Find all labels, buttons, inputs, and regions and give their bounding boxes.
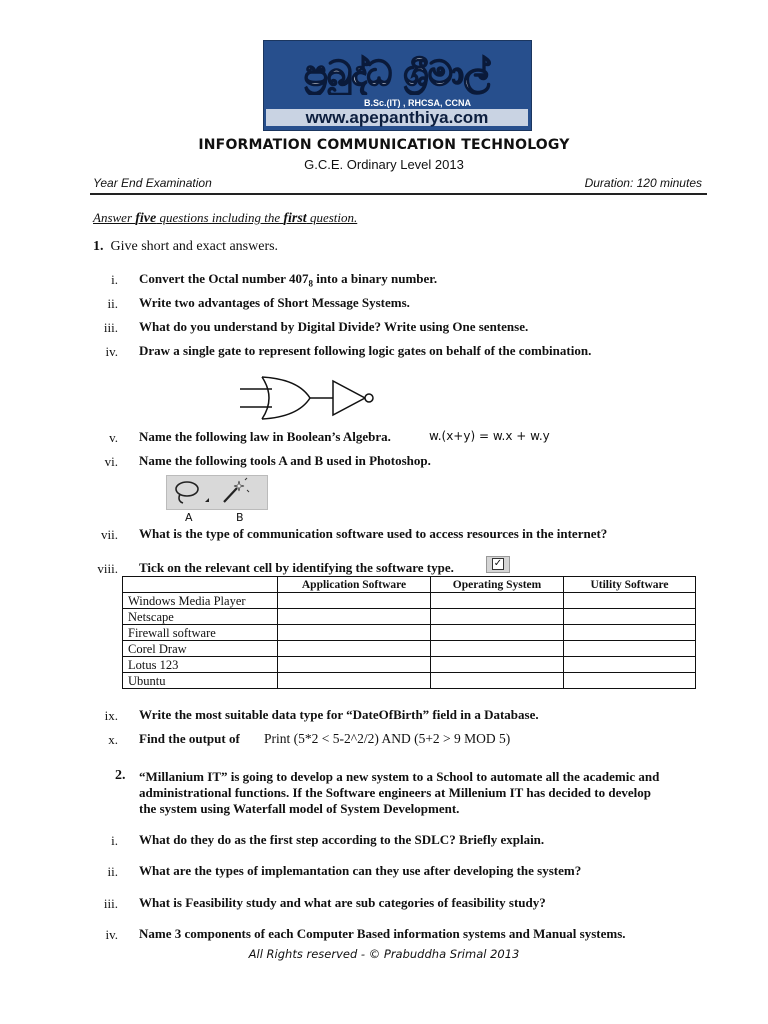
q1-item-vii: What is the type of communication software used to access resources in the internet? [139, 526, 608, 541]
tick-cell[interactable] [564, 641, 696, 657]
tick-cell[interactable] [278, 625, 431, 641]
tick-cell[interactable] [431, 593, 564, 609]
q2-item-iii: What is Feasibility study and what are sub categories of feasibility study? [139, 895, 546, 910]
item-number: iii. [103, 320, 118, 335]
logo-script-text: ප්‍රබුද්ධ ශ්‍රීමාල් [304, 54, 490, 94]
table-cell: Firewall software [123, 625, 278, 641]
logo-url[interactable]: www.apepanthiya.com [266, 109, 528, 126]
tick-cell[interactable] [278, 593, 431, 609]
item-number: vi. [104, 454, 118, 469]
q1-item-v: Name the following law in Boolean’s Algebra. [139, 429, 391, 444]
item-number: iv. [105, 344, 118, 359]
photoshop-tools-image [166, 475, 268, 510]
tick-cell[interactable] [431, 625, 564, 641]
q2-line-1: “Millanium IT” is going to develop a new system to a School to automate all the academic and [139, 769, 660, 784]
not-gate-bubble [365, 394, 373, 402]
table-cell: Corel Draw [123, 641, 278, 657]
checkbox-icon: ✓ [486, 556, 510, 573]
item-number: iv. [105, 927, 118, 942]
tick-cell[interactable] [564, 657, 696, 673]
boolean-formula: w.(x+y) = w.x + w.y [429, 429, 550, 443]
tick-cell[interactable] [431, 641, 564, 657]
item-number: x. [108, 732, 118, 747]
table-header: Utility Software [564, 577, 696, 593]
q1-item-iv: Draw a single gate to represent following logic gates on behalf of the combination. [139, 343, 592, 358]
exam-type: Year End Examination [93, 176, 212, 190]
tick-cell[interactable] [564, 593, 696, 609]
table-cell: Windows Media Player [123, 593, 278, 609]
software-type-table [122, 576, 696, 689]
tick-cell[interactable] [564, 609, 696, 625]
page-title: INFORMATION COMMUNICATION TECHNOLOGY [198, 137, 570, 153]
tick-cell[interactable] [431, 657, 564, 673]
or-gate-back [262, 377, 269, 419]
table-header: Application Software [278, 577, 431, 593]
lasso-tool-icon [176, 482, 209, 503]
table-cell: Lotus 123 [123, 657, 278, 673]
item-number: viii. [97, 561, 118, 576]
q1-item-ii: Write two advantages of Short Message Systems. [139, 295, 410, 310]
item-number: ix. [104, 708, 118, 723]
q2-item-i: What do they do as the first step according to the SDLC? Briefly explain. [139, 832, 545, 847]
q1-item-vi: Name the following tools A and B used in Photoshop. [139, 453, 431, 468]
item-number: i. [111, 272, 118, 287]
table-row [123, 673, 696, 689]
q2-line-2: administrational functions. If the Software engineers at Millenium IT has decided to develop [139, 785, 651, 800]
magic-wand-icon [224, 478, 249, 502]
q1-item-i: Convert the Octal number $407_8$ into a binary number. [139, 271, 438, 289]
table-cell: Ubuntu [123, 673, 278, 689]
table-row [123, 593, 696, 609]
q1-item-x: Find the output of [139, 731, 240, 746]
logic-gate-diagram [240, 373, 385, 425]
item-number: i. [111, 833, 118, 848]
tool-label-b: B [236, 511, 244, 524]
header-divider [90, 193, 707, 195]
question-number: 2. [115, 768, 126, 783]
tick-cell[interactable] [278, 641, 431, 657]
tick-cell[interactable] [278, 657, 431, 673]
tick-cell[interactable] [564, 625, 696, 641]
question-number: 1. [93, 239, 104, 254]
item-number: iii. [103, 896, 118, 911]
item-number: vii. [101, 527, 118, 542]
item-number: v. [109, 430, 118, 445]
tick-cell[interactable] [431, 673, 564, 689]
tool-label-a: A [185, 511, 193, 524]
item-number: ii. [107, 296, 118, 311]
question-1 [93, 239, 278, 255]
q1-item-viii: Tick on the relevant cell by identifying the software type. [139, 560, 454, 575]
tick-cell[interactable] [564, 673, 696, 689]
tick-cell[interactable] [278, 609, 431, 625]
site-logo [263, 40, 532, 131]
question-text: Give short and exact answers. [110, 239, 279, 254]
exam-level: G.C.E. Ordinary Level 2013 [304, 157, 464, 172]
table-cell: Netscape [123, 609, 278, 625]
table-row [123, 641, 696, 657]
logo-script [272, 49, 523, 95]
print-expression: Print (5*2 < 5-2^2/2) AND (5+2 > 9 MOD 5) [264, 731, 511, 746]
q2-line-3: the system using Waterfall model of System Development. [139, 801, 460, 816]
logo-credentials: B.Sc.(IT) , RHCSA, CCNA [364, 98, 472, 108]
table-header [123, 577, 278, 593]
tick-cell[interactable] [431, 609, 564, 625]
tick-cell[interactable] [278, 673, 431, 689]
q1-item-ix: Write the most suitable data type for “DateOfBirth” field in a Database. [139, 707, 539, 722]
q2-item-iv: Name 3 components of each Computer Based information systems and Manual systems. [139, 926, 626, 941]
table-row [123, 625, 696, 641]
q2-item-ii: What are the types of implemantation can they use after developing the system? [139, 863, 582, 878]
exam-duration: Duration: 120 minutes [584, 176, 702, 190]
q1-item-iii: What do you understand by Digital Divide? Write using One sentense. [139, 319, 529, 334]
table-row [123, 657, 696, 673]
footer-copyright: All Rights reserved - © Prabuddha Srimal 2013 [248, 947, 520, 961]
item-number: ii. [107, 864, 118, 879]
not-gate-body [333, 381, 365, 415]
table-row [123, 609, 696, 625]
table-header: Operating System [431, 577, 564, 593]
instruction: Answer five questions including the first question. [93, 210, 358, 226]
table-header-row [123, 577, 696, 593]
